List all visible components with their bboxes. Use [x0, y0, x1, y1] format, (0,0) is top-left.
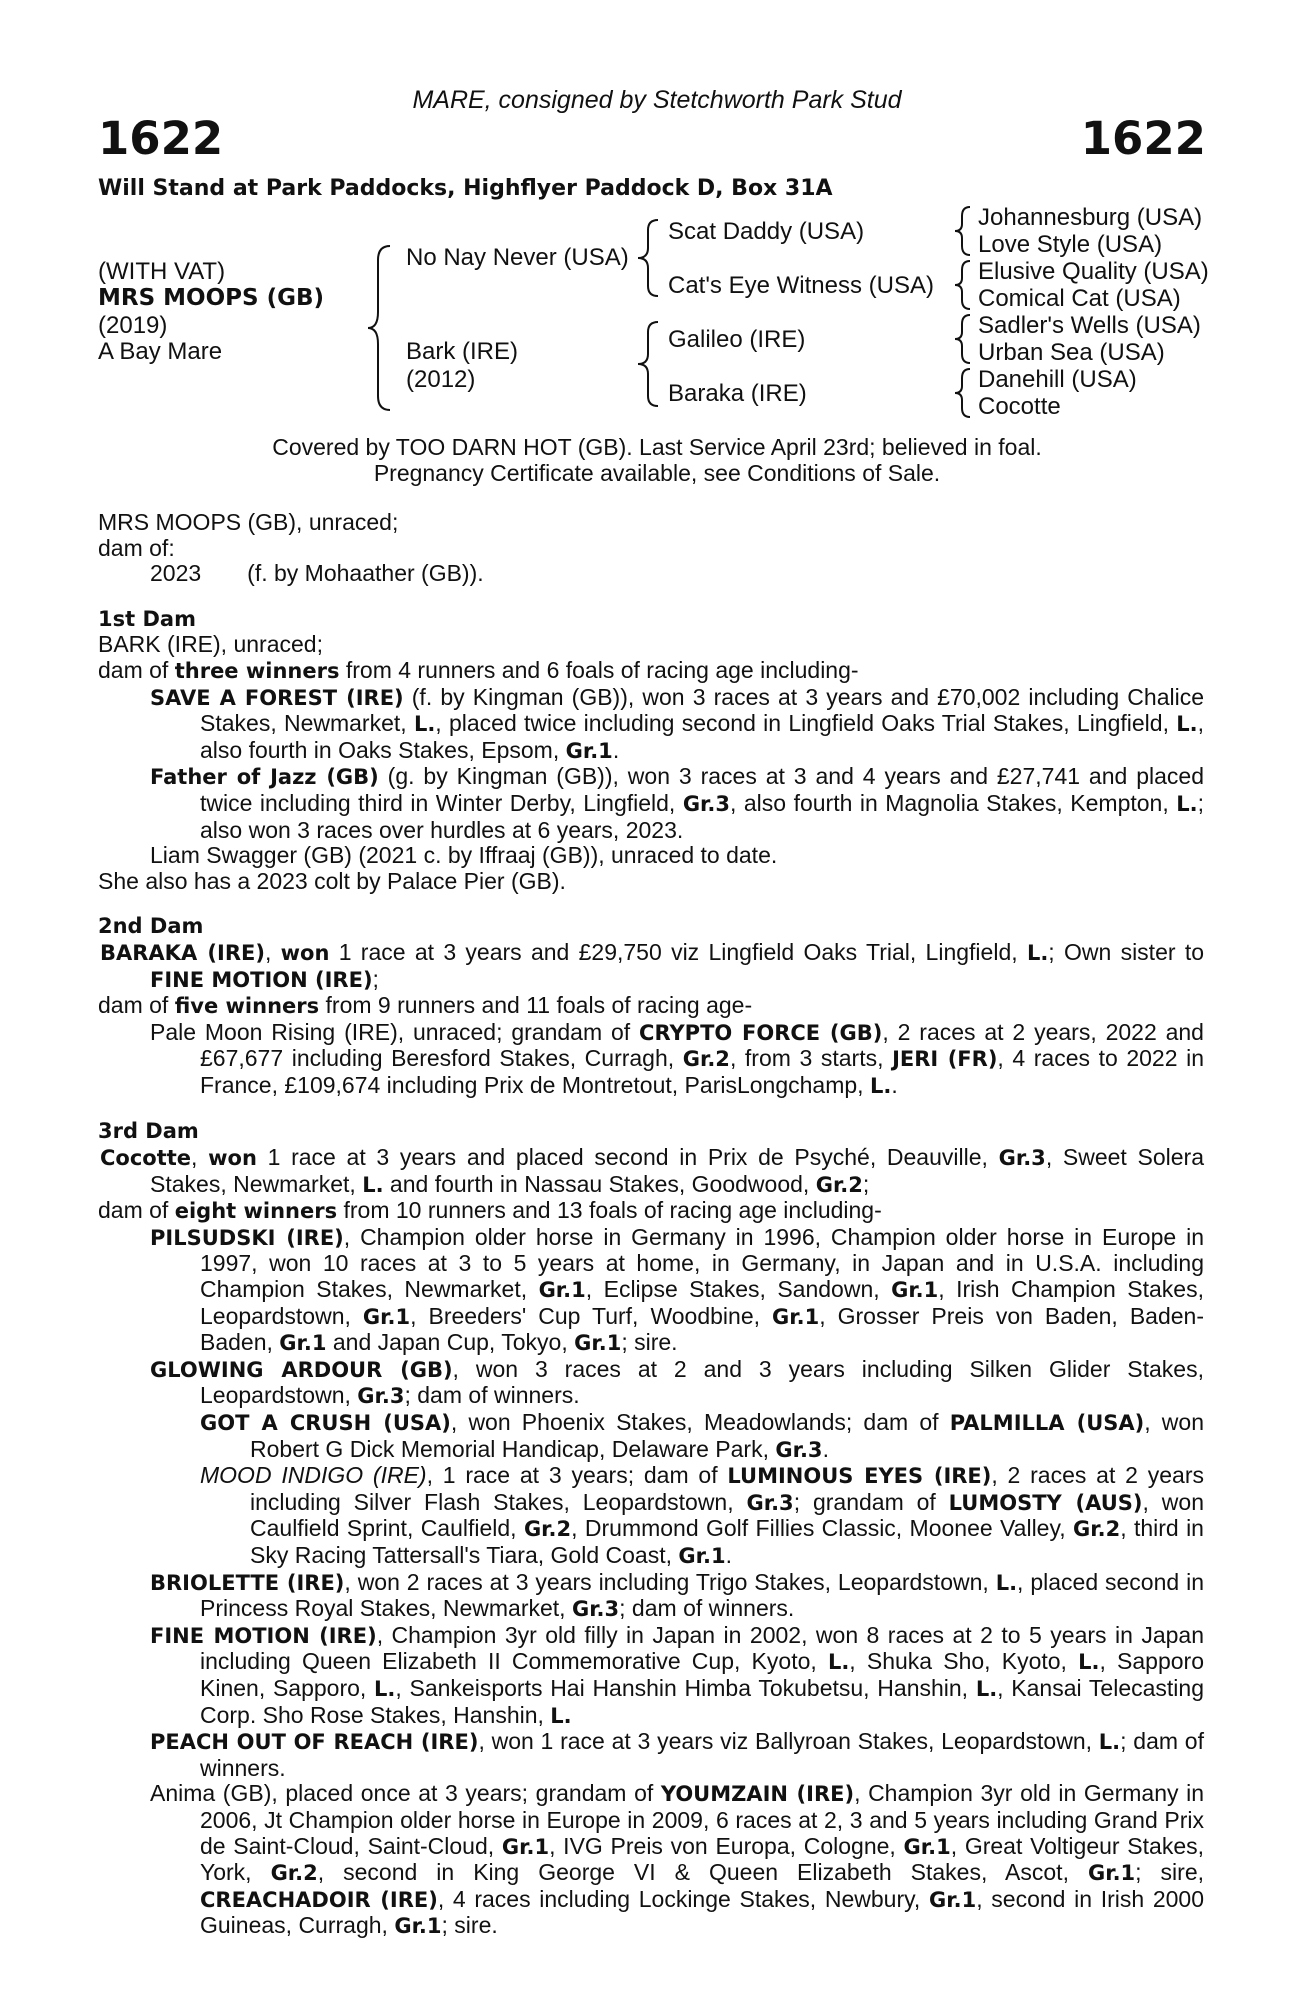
brace-g3: [952, 312, 974, 366]
first-dam-entry: SAVE A FOREST (IRE) (f. by Kingman (GB)), won 3 races at 3 years and £70,002 including Chalice Stakes, Newmarket, L., placed twice including second in Lingfield Oaks Trial Stakes, Lingfield, L., also fourth in Oaks Stakes, Epsom, Gr.1.: [150, 683, 1205, 763]
brace-dam: [636, 318, 662, 410]
grandsire-7: Danehill (USA): [978, 366, 1137, 393]
brace-sire: [636, 216, 662, 300]
grandsire-6: Urban Sea (USA): [978, 339, 1165, 366]
first-dam-heading: 1st Dam: [98, 606, 196, 631]
grandsire-8: Cocotte: [978, 393, 1061, 420]
third-dam-subentry: GOT A CRUSH (USA), won Phoenix Stakes, Meadowlands; dam of PALMILLA (USA), won Robert G Dick Memorial Handicap, Delaware Park, Gr.3.: [200, 1409, 1204, 1462]
horse-name: MRS MOOPS (GB): [98, 285, 325, 311]
second-dam-heading: 2nd Dam: [98, 914, 204, 939]
catalogue-body: [98, 510, 1204, 1940]
sire-dam: Cat's Eye Witness (USA): [668, 272, 934, 299]
third-dam-entry: GLOWING ARDOUR (GB), won 3 races at 2 and 3 years including Silken Glider Stakes, Leopardstown, Gr.3; dam of winners.: [150, 1355, 1204, 1409]
mare-produce: 2023 (f. by Mohaather (GB)).: [150, 560, 484, 587]
second-dam-entry: Pale Moon Rising (IRE), unraced; grandam of CRYPTO FORCE (GB), 2 races at 2 years, 2022 and £67,677 including Beresford Stakes, Curragh, Gr.2, from 3 starts, JERI (FR), 4 races to 2022 in France, £109,674 including Prix de Montretout, ParisLongchamp, L..: [150, 1018, 1204, 1098]
sire-name: No Nay Never (USA): [406, 244, 629, 271]
grandsire-3: Elusive Quality (USA): [978, 258, 1209, 285]
grandsire-1: Johannesburg (USA): [978, 204, 1203, 231]
dam-name: Bark (IRE): [406, 338, 519, 365]
vat-note: (WITH VAT): [98, 258, 226, 285]
brace-main: [366, 242, 396, 414]
first-dam-dam-of: dam of three winners from 4 runners and 6 foals of racing age including-: [98, 656, 859, 683]
sire-sire: Scat Daddy (USA): [668, 218, 865, 245]
third-dam-entry: FINE MOTION (IRE), Champion 3yr old filly in Japan in 2002, won 8 races at 2 to 5 years in Japan including Queen Elizabeth II Commemorative Cup, Kyoto, L., Shuka Sho, Kyoto, L., Sapporo Kinen, Sapporo, L., Sankeisports Hai Hanshin Himba Tokubetsu, Hanshin, L., Kansai Telecasting Corp. Sho Rose Stakes, Hanshin, L.: [150, 1621, 1205, 1728]
dam-dam: Baraka (IRE): [668, 380, 807, 407]
second-dam-intro: BARAKA (IRE), won 1 race at 3 years and £29,750 viz Lingfield Oaks Trial, Lingfield, L.; Own sister to FINE MOTION (IRE);: [100, 938, 1205, 992]
third-dam-entry: PEACH OUT OF REACH (IRE), won 1 race at 3 years viz Ballyroan Stakes, Leopardstown, L.; dam of winners.: [150, 1728, 1204, 1781]
grandsire-2: Love Style (USA): [978, 231, 1163, 258]
consignment-line: MARE, consigned by Stetchworth Park Stud: [412, 86, 902, 114]
first-dam-footer: She also has a 2023 colt by Palace Pier (GB).: [98, 867, 566, 894]
lot-number-right: 1622: [1080, 112, 1206, 165]
covered-line-2: Pregnancy Certificate available, see Conditions of Sale.: [373, 460, 941, 486]
mare-line-2: dam of:: [98, 534, 175, 561]
brace-g1: [952, 204, 974, 258]
third-dam-subentry: MOOD INDIGO (IRE), 1 race at 3 years; dam of LUMINOUS EYES (IRE), 2 races at 2 years including Silver Flash Stakes, Leopardstown, Gr.3; grandam of LUMOSTY (AUS), won Caulfield Sprint, Caulfield, Gr.2, Drummond Golf Fillies Classic, Moonee Valley, Gr.2, third in Sky Racing Tattersall's Tiara, Gold Coast, Gr.1.: [200, 1462, 1204, 1568]
third-dam-entry: PILSUDSKI (IRE), Champion older horse in Germany in 1996, Champion older horse in Europe in 1997, won 10 races at 3 to 5 years at home, in Germany, in Japan and in U.S.A. including Champion Stakes, Newmarket, Gr.1, Eclipse Stakes, Sandown, Gr.1, Irish Champion Stakes, Leopardstown, Gr.1, Breeders' Cup Turf, Woodbine, Gr.1, Grosser Preis von Baden, Baden-Baden, Gr.1 and Japan Cup, Tokyo, Gr.1; sire.: [150, 1223, 1204, 1356]
stand-location: Will Stand at Park Paddocks, Highflyer Paddock D, Box 31A: [98, 176, 833, 201]
second-dam-dam-of: dam of five winners from 9 runners and 11 foals of racing age-: [98, 992, 753, 1019]
third-dam-intro: Cocotte, won 1 race at 3 years and placed second in Prix de Psyché, Deauville, Gr.3, Sweet Solera Stakes, Newmarket, L. and fourth in Nassau Stakes, Goodwood, Gr.2;: [100, 1144, 1204, 1197]
dam-sire: Galileo (IRE): [668, 326, 806, 353]
third-dam-entry: BRIOLETTE (IRE), won 2 races at 3 years including Trigo Stakes, Leopardstown, L., placed second in Princess Royal Stakes, Newmarket, Gr.3; dam of winners.: [150, 1568, 1204, 1622]
brace-g2: [952, 258, 974, 312]
first-dam-entry: Liam Swagger (GB) (2021 c. by Iffraaj (GB)), unraced to date.: [150, 842, 778, 869]
covered-line-1: Covered by TOO DARN HOT (GB). Last Service April 23rd; believed in foal.: [272, 434, 1042, 460]
dam-year: (2012): [406, 366, 476, 393]
horse-description: A Bay Mare: [98, 338, 223, 365]
horse-foaled: (2019): [98, 312, 168, 339]
third-dam-entry: Anima (GB), placed once at 3 years; grandam of YOUMZAIN (IRE), Champion 3yr old in Germany in 2006, Jt Champion older horse in Europe in 2009, 6 races at 2, 3 and 5 years including Grand Prix de Saint-Cloud, Saint-Cloud, Gr.1, IVG Preis von Europa, Cologne, Gr.1, Great Voltigeur Stakes, York, Gr.2, second in King George VI & Queen Elizabeth Stakes, Ascot, Gr.1; sire, CREACHADOIR (IRE), 4 races including Lockinge Stakes, Newbury, Gr.1, second in Irish 2000 Guineas, Curragh, Gr.1; sire.: [150, 1780, 1205, 1939]
grandsire-5: Sadler's Wells (USA): [978, 312, 1201, 339]
mare-line-1: MRS MOOPS (GB), unraced;: [98, 509, 399, 535]
lot-number-left: 1622: [98, 112, 224, 165]
third-dam-dam-of: dam of eight winners from 10 runners and 13 foals of racing age including-: [98, 1197, 882, 1224]
brace-g4: [952, 366, 974, 420]
first-dam-entry: Father of Jazz (GB) (g. by Kingman (GB)), won 3 races at 3 and 4 years and £27,741 and placed twice including third in Winter Derby, Lingfield, Gr.3, also fourth in Magnolia Stakes, Kempton, L.; also won 3 races over hurdles at 6 years, 2023.: [150, 763, 1204, 843]
grandsire-4: Comical Cat (USA): [978, 285, 1181, 312]
third-dam-heading: 3rd Dam: [98, 1119, 199, 1144]
first-dam-intro: BARK (IRE), unraced;: [98, 631, 323, 658]
